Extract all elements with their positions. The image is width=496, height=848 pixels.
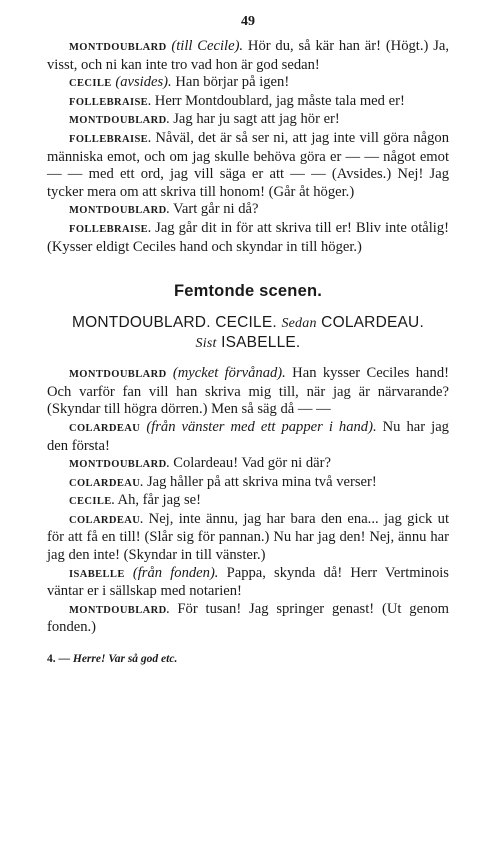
speaker-name: COLARDEAU	[69, 422, 141, 434]
footnote-dash: —	[58, 653, 70, 666]
dialogue-text: Nåväl, det är så ser ni, att jag inte vill göra någon människa emot, och om jag skulle behöva göra er — — något emot — — med ett ord, jag vill säga er att — — (Avsides.) Nej! Jag tycker mera om att skriva till honom! (Går åt höger.)	[47, 129, 449, 200]
dialogue-text: Nu har jag den första!	[47, 418, 449, 454]
scene-title: Femtonde scenen.	[173, 282, 323, 301]
dialogue-text: Pappa, skynda då! Herr Vertminois väntar er i sällskap med notarien!	[47, 564, 449, 600]
dialogue-text: Nej, inte ännu, jag har bara den ena... jag gick ut för att få en till! (Slår sig för pannan.) Nu har jag den! Nej, ännu har jag den inte! (Skyndar in till vänster.)	[47, 510, 449, 564]
speaker-name: FOLLEBRAISE.	[69, 223, 152, 235]
speaker-name: MONTDOUBLARD	[69, 369, 167, 381]
dialogue-text: Hör du, så kär han är! (Högt.) Ja, visst, och ni kan inte tro vad hon är god sedan!	[47, 38, 449, 73]
stage-direction: (mycket förvånad).	[172, 365, 286, 382]
dialogue-text: Jag går dit in för att skriva till er! Bliv inte otålig! (Kysser eldigt Ceciles hand och skyndar in till höger.)	[47, 219, 449, 255]
dialogue-line	[47, 365, 449, 419]
dialogue-line	[47, 111, 449, 130]
speaker-name: MONTDOUBLARD.	[69, 604, 170, 616]
cast-connector: Sist	[195, 336, 217, 352]
dialogue-text: Ah, får jag se!	[114, 492, 202, 509]
book-page	[47, 14, 449, 665]
speaker-name: MONTDOUBLARD	[69, 42, 167, 53]
dialogue-line	[47, 220, 449, 256]
dialogue-line	[47, 455, 449, 474]
speaker-name: MONTDOUBLARD.	[69, 115, 170, 127]
speaker-name: CECILE	[69, 78, 112, 90]
dialogue-text: Han kysser Ceciles hand! Och varför fan vill han skriva mig till, när jag är närvarande? (Skyndar till högra dörren.) Men så säg då — —	[47, 365, 449, 418]
dialogue-line	[47, 130, 449, 201]
speaker-name: ISABELLE	[69, 568, 125, 580]
dialogue-text: Han börjar på igen!	[171, 74, 290, 91]
footnote	[47, 653, 449, 665]
dialogue-line	[47, 492, 449, 511]
cast-list-line-2	[47, 333, 449, 353]
cast-names: MONTDOUBLARD. CECILE.	[72, 314, 277, 332]
dialogue-line	[47, 601, 449, 637]
dialogue-text: Herr Montdoublard, jag måste tala med er!	[151, 92, 405, 109]
dialogue-text: Jag har ju sagt att jag hör er!	[169, 111, 340, 128]
dialogue-line	[47, 474, 449, 493]
dialogue-line	[47, 201, 449, 220]
dialogue-line	[47, 565, 449, 601]
speaker-name: COLARDEAU.	[69, 477, 144, 489]
speaker-name: FOLLEBRAISE.	[69, 96, 152, 108]
dialogue-block-1	[47, 38, 449, 256]
cast-list-line-1	[47, 313, 449, 333]
speaker-name: CECILE.	[69, 496, 115, 508]
dialogue-line	[47, 511, 449, 565]
stage-direction: (avsides).	[115, 74, 172, 91]
dialogue-line	[47, 38, 449, 74]
speaker-name: MONTDOUBLARD.	[69, 205, 170, 217]
cast-names: ISABELLE.	[221, 334, 301, 352]
dialogue-text: För tusan! Jag springer genast! (Ut genom fonden.)	[47, 600, 449, 636]
footnote-text: Herre! Var så god etc.	[72, 653, 178, 666]
dialogue-text: Colardeau! Vad gör ni där?	[169, 455, 331, 472]
dialogue-line	[47, 419, 449, 455]
cast-names: COLARDEAU.	[321, 314, 424, 332]
dialogue-line	[47, 93, 449, 112]
page-number: 49	[241, 14, 255, 29]
stage-direction: (till Cecile).	[171, 38, 244, 54]
cast-connector: Sedan	[281, 316, 317, 332]
footnote-number: 4.	[47, 653, 56, 666]
stage-direction: (från vänster med ett papper i hand).	[146, 418, 377, 435]
stage-direction: (från fonden).	[132, 564, 219, 581]
speaker-name: FOLLEBRAISE.	[69, 133, 152, 145]
dialogue-text: Vart går ni då?	[169, 201, 259, 218]
dialogue-line	[47, 74, 449, 93]
speaker-name: COLARDEAU.	[69, 514, 144, 526]
dialogue-text: Jag håller på att skriva mina två verser!	[143, 473, 377, 490]
speaker-name: MONTDOUBLARD.	[69, 459, 170, 471]
dialogue-block-2	[47, 365, 449, 637]
